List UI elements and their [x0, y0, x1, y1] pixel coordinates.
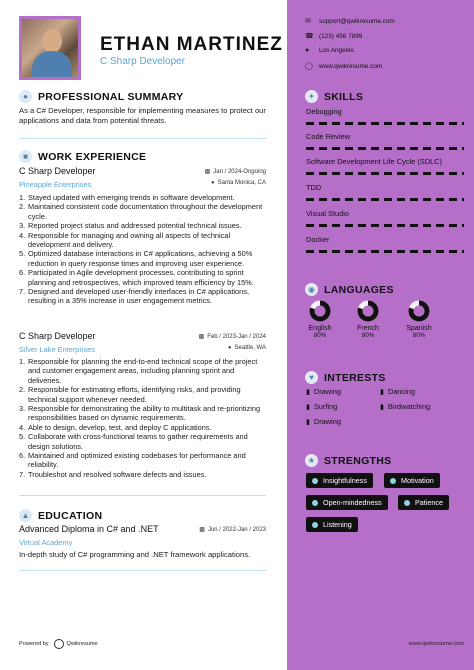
list-item: 2. Responsible for estimating efforts, identifying risks, and providing technical support whenever needed. [19, 385, 241, 404]
languages-heading: ◉ LANGUAGES [305, 283, 394, 296]
interest-item: ▮ Birdwatching [380, 402, 431, 411]
education-date: ▩ Jun / 2022-Jan / 2023 [199, 527, 266, 533]
summary-text: As a C# Developer, responsible for implementing measures to protect our applications and data from potential threats. [19, 106, 266, 126]
education-degree: Advanced Diploma in C# and .NET [19, 524, 159, 534]
job-bullets [19, 357, 267, 479]
footer-powered: Powered by Qwikresume [19, 641, 98, 647]
calendar-icon: ▩ [198, 334, 205, 340]
list-item: 3. Reported project status and addressed potential technical issues. [19, 221, 242, 231]
list-item: 3. Responsible for demonstrating the ability to multitask and re-prioritizing responsibilities based on dynamic requirements. [19, 404, 261, 423]
footer-url[interactable]: www.qwikresume.com [408, 641, 464, 647]
skill-item: Software Development Life Cycle (SDLC) [306, 157, 442, 166]
calendar-icon: ▩ [204, 169, 211, 175]
strength-chip: Motivation [384, 473, 440, 488]
education-school: Virtual Academy [19, 538, 73, 547]
pin-icon: ● [211, 180, 215, 186]
location-pin-icon: ● [305, 47, 310, 54]
language-spanish: Spanish 80% [399, 300, 439, 339]
strength-chip: Open-mindedness [306, 495, 388, 510]
contact-email[interactable]: ✉ support@qwikresume.com [305, 17, 395, 25]
job-company: Pineapple Enterprises [19, 180, 92, 189]
interest-item: ▮ Drawing [306, 387, 341, 396]
contact-website[interactable]: ◯ www.qwikresume.com [305, 62, 383, 70]
sidebar [287, 0, 474, 670]
heart-icon: ♥ [305, 371, 318, 384]
job-date: ▩ Jan / 2024-Ongoing [204, 169, 266, 175]
qwikresume-logo-icon [54, 639, 64, 649]
language-french: French 80% [348, 300, 388, 339]
list-item: 1. Stayed updated with emerging trends in software development. [19, 193, 235, 202]
list-item: 7. Designed and developed user-friendly interfaces in C# applications, resulting in a 35% increase in user engagement metrics. [19, 287, 250, 306]
language-english: English 80% [300, 300, 340, 339]
list-item: 6. Maintained and optimized existing codebases for performance and reliability. [19, 451, 246, 470]
list-item: 6. Participated in Agile development processes, contributing to sprint planning and retrospectives, which improved team efficiency by 15%. [19, 268, 254, 287]
experience-title: WORK EXPERIENCE [38, 150, 147, 163]
divider [19, 495, 266, 496]
email-icon: ✉ [305, 18, 311, 25]
strength-chip: Patience [398, 495, 449, 510]
contact-location: ● Los Angeles [305, 47, 354, 54]
language-donut [357, 300, 379, 322]
skill-level-bar [306, 172, 464, 175]
candidate-name: ETHAN MARTINEZ [100, 34, 283, 55]
briefcase-icon: ■ [19, 150, 32, 163]
job-company: Silver Lake Enterprises [19, 345, 95, 354]
book-icon: ▮ [306, 403, 310, 411]
calendar-icon: ▩ [199, 527, 205, 533]
graduation-cap-icon: ▲ [19, 509, 32, 522]
language-icon: ◉ [305, 283, 318, 296]
list-item: 5. Optimized database interactions in C# applications, achieving a 50% reduction in query response times and improving user experience. [19, 249, 253, 268]
book-icon: ▮ [306, 388, 310, 396]
list-item: 7. Troubleshot and resolved software defects and issues. [19, 469, 207, 479]
job-title: C Sharp Developer [19, 331, 96, 341]
summary-title: PROFESSIONAL SUMMARY [38, 90, 184, 103]
interest-item: ▮ Drawing [306, 417, 341, 426]
strength-chip: Insightfulness [306, 473, 373, 488]
job-title: C Sharp Developer [19, 166, 96, 176]
list-item: 4. Responsible for managing and owning all aspects of technical development and delivery. [19, 230, 231, 250]
list-item: 2. Maintained consistent code documentation throughout the development cycle. [19, 202, 263, 221]
experience-heading [19, 150, 146, 163]
interest-item: ▮ Dancing [380, 387, 415, 396]
skill-item: Visual Studio [306, 209, 350, 218]
list-item: 4. Able to design, develop, test, and deploy C applications. [19, 422, 212, 432]
person-icon: ● [19, 90, 32, 103]
list-item: 5. Collaborate with cross-functional teams to gather requirements and design solutions. [19, 432, 248, 451]
job-date: ▩ Feb / 2023-Jan / 2024 [198, 334, 266, 340]
skill-item: Code Review [306, 132, 350, 141]
divider [19, 570, 266, 571]
job-location: ● Seattle, WA [227, 345, 266, 351]
skill-level-bar [306, 122, 464, 125]
education-title: EDUCATION [38, 509, 103, 522]
divider [19, 138, 266, 139]
language-donut [309, 300, 331, 322]
skill-item: Docker [306, 235, 330, 244]
skill-item: Debugging [306, 107, 342, 116]
globe-icon: ◯ [305, 63, 313, 70]
skill-level-bar [306, 224, 464, 227]
skill-level-bar [306, 250, 464, 253]
contact-phone[interactable]: ☎ (123) 456 7899 [305, 32, 363, 40]
lightbulb-icon: ✦ [305, 90, 318, 103]
interest-item: ▮ Surfing [306, 402, 338, 411]
skills-heading: ✦ SKILLS [305, 90, 363, 103]
candidate-role: C Sharp Developer [100, 56, 186, 67]
skill-item: TDD [306, 183, 322, 192]
book-icon: ▮ [380, 403, 384, 411]
skill-level-bar [306, 198, 464, 201]
strength-chip: Listening [306, 517, 358, 532]
book-icon: ▮ [380, 388, 384, 396]
profile-photo [19, 16, 81, 80]
book-icon: ▮ [306, 418, 310, 426]
strength-icon: ★ [305, 454, 318, 467]
phone-icon: ☎ [305, 33, 314, 40]
education-heading [19, 509, 102, 522]
pin-icon: ● [227, 345, 232, 351]
language-donut [408, 300, 430, 322]
list-item: 1. Responsible for planning the end-to-end technical scope of the project and customer engagement areas, including planning sprint and deliveries. [19, 357, 258, 385]
footer-brand[interactable]: Qwikresume [66, 641, 98, 647]
skill-level-bar [306, 147, 464, 150]
education-text: In-depth study of C# programming and .NET framework applications. [19, 550, 251, 559]
summary-heading [19, 90, 183, 103]
job-bullets [19, 193, 267, 306]
strengths-heading: ★ STRENGTHS [305, 454, 391, 467]
interests-heading: ♥ INTERESTS [305, 371, 386, 384]
job-location: ● Santa Monica, CA [211, 180, 266, 186]
